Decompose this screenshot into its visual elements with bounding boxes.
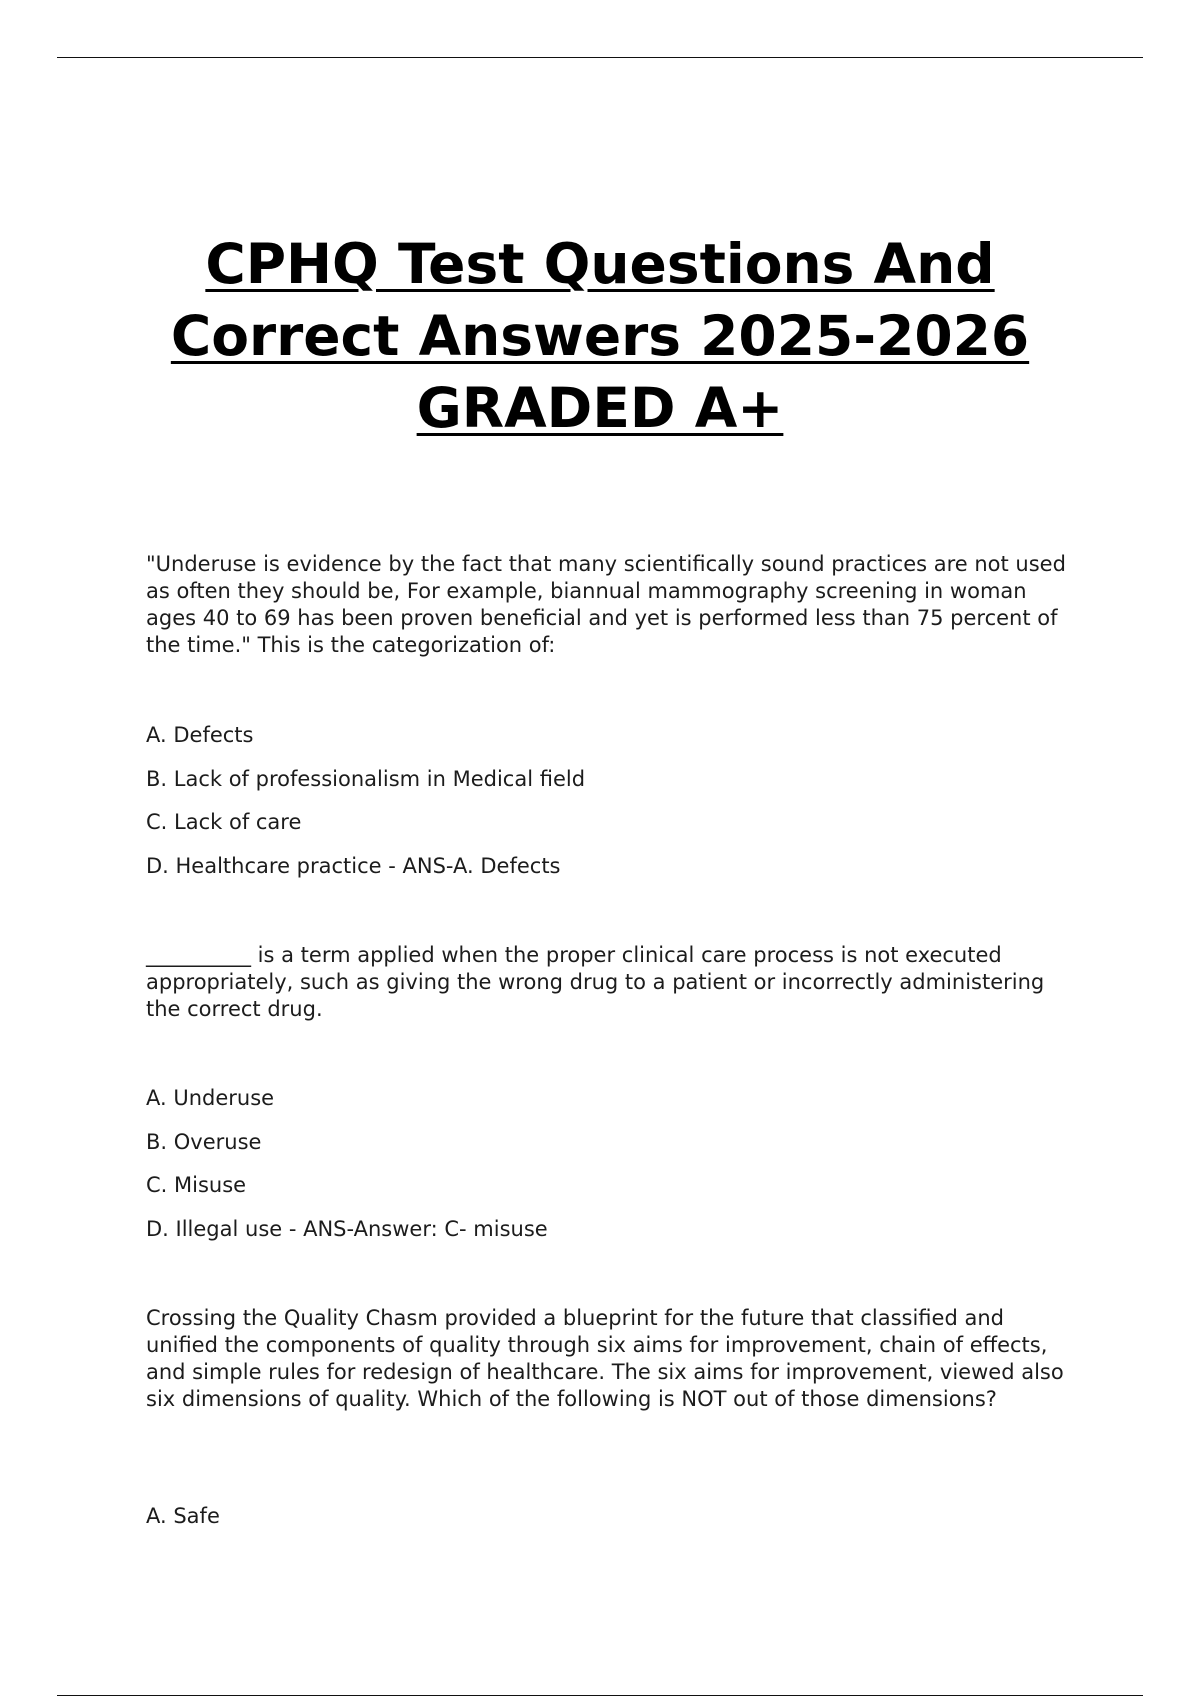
title-line-1: CPHQ Test Questions And bbox=[205, 232, 995, 296]
question-2-option-a: A. Underuse bbox=[146, 1086, 275, 1110]
question-2-option-b: B. Overuse bbox=[146, 1130, 262, 1154]
question-1-text: "Underuse is evidence by the fact that many scientifically sound practices are not used as often they should be, For example, biannual mammography screening in woman ages 40 to 69 has been proven beneficial and yet is performed less than 75 percent of the time." This is the categorization of: bbox=[146, 552, 1066, 657]
question-2-option-c: C. Misuse bbox=[146, 1173, 247, 1197]
question-1-option-c: C. Lack of care bbox=[146, 810, 302, 834]
title-line-3: GRADED A+ bbox=[416, 376, 784, 440]
question-2-option-d-answer: D. Illegal use - ANS-Answer: C- misuse bbox=[146, 1217, 548, 1241]
title-line-2: Correct Answers 2025-2026 bbox=[170, 304, 1030, 368]
bottom-rule bbox=[57, 1695, 1143, 1696]
question-2-text: __________ is a term applied when the proper clinical care process is not executed appropriately, such as giving the wrong drug to a patient or incorrectly administering the correct drug. bbox=[146, 943, 1045, 1021]
question-3-option-a: A. Safe bbox=[146, 1504, 220, 1528]
top-rule bbox=[57, 57, 1143, 58]
question-1-option-b: B. Lack of professionalism in Medical field bbox=[146, 767, 586, 791]
document-title bbox=[100, 228, 1100, 444]
question-3-text: Crossing the Quality Chasm provided a blueprint for the future that classified and unified the components of quality through six aims for improvement, chain of effects, and simple rules for redesign of healthcare. The six aims for improvement, viewed also six dimensions of quality. Which of the following is NOT out of those dimensions? bbox=[146, 1306, 1064, 1411]
question-1-option-d-answer: D. Healthcare practice - ANS-A. Defects bbox=[146, 854, 561, 878]
question-1-option-a: A. Defects bbox=[146, 723, 254, 747]
